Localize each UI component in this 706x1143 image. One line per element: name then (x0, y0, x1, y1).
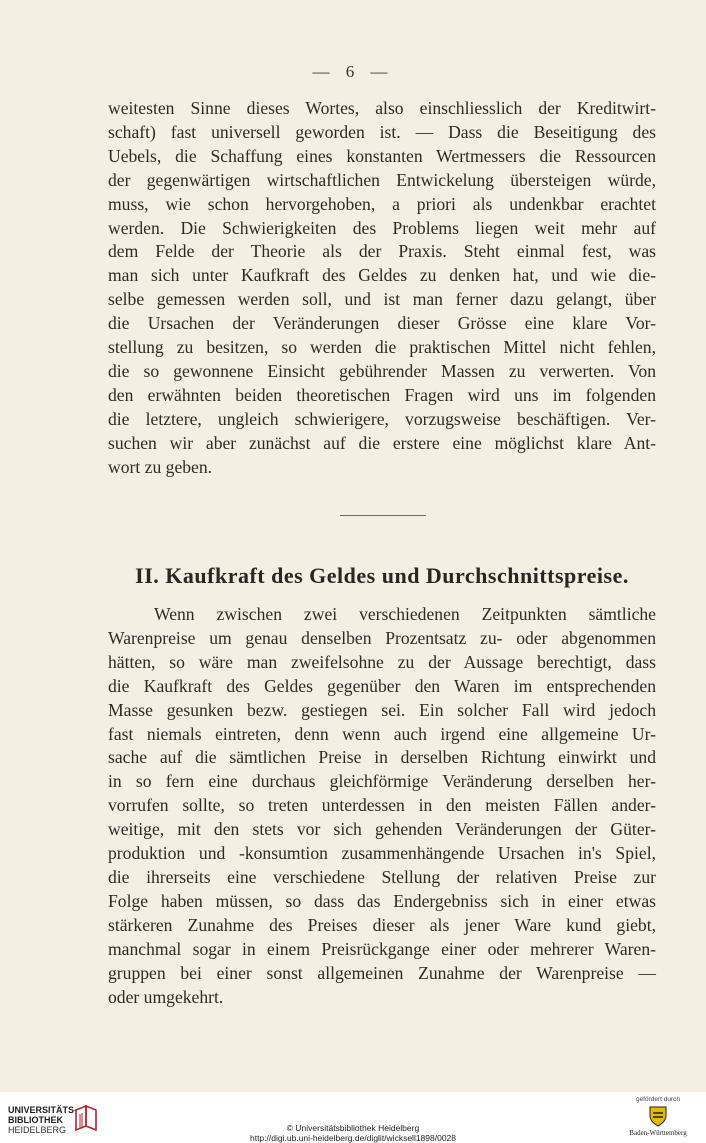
library-name-line: BIBLIOTHEK (8, 1115, 63, 1125)
text-line: man sich unter Kaufkraft des Geldes zu denken hat, und wie die- (108, 265, 656, 286)
text-line: produktion und -konsumtion zusammenhängende Ursachen in's Spiel, (108, 843, 656, 864)
library-name-line: UNIVERSITÄTS- (8, 1105, 78, 1115)
text-line: die Ursachen der Veränderungen dieser Grösse eine klare Vor- (108, 313, 656, 334)
text-line: stellung zu besitzen, so werden die praktischen Mittel nicht fehlen, (108, 337, 656, 358)
permalink[interactable]: http://digi.ub.uni-heidelberg.de/diglit/wicksell1898/0028 (249, 1133, 457, 1143)
text-line: manchmal sogar in einem Preisrückgange einer oder mehrerer Waren- (108, 938, 656, 959)
text-line: vorrufen sollte, so treten unterdessen in den meisten Fällen ander- (108, 795, 656, 816)
text-line: wort zu geben. (108, 456, 213, 477)
text-line: in so fern eine durchaus gleichförmige Veränderung derselben her- (108, 771, 656, 792)
text-line: Uebels, die Schaffung eines konstanten Wertmessers die Ressourcen (108, 145, 656, 166)
text-line: selbe gemessen werden soll, und ist man ferner dazu gelangt, über (108, 289, 656, 310)
text-line: die so gewonnene Einsicht gebührender Massen zu verwerten. Von (108, 360, 656, 381)
text-line: weitesten Sinne dieses Wortes, also einschliesslich der Kreditwirt- (108, 98, 656, 118)
baden-wuerttemberg-crest-icon (648, 1105, 668, 1127)
section-separator (340, 515, 426, 516)
section-heading: II. Kaufkraft des Geldes und Durchschnittspreise. (135, 563, 629, 588)
library-name-line: HEIDELBERG (8, 1125, 67, 1135)
text-line: die ihrerseits eine verschiedene Stellung der relativen Preise zur (108, 866, 656, 887)
text-line: suchen wir aber zunächst auf die erstere eine möglichst klare Ant- (108, 432, 656, 453)
text-line: dem Felde der Theorie als der Praxis. Steht einmal fest, was (108, 241, 656, 262)
page-number: — 6 — (312, 62, 394, 81)
text-line: die letztere, ungleich schwierigere, vorzugsweise beschäftigen. Ver- (108, 408, 656, 429)
text-line: Warenpreise um genau denselben Prozentsatz zu- oder abgenommen (108, 627, 656, 648)
text-line: muss, wie schon hervorgehoben, a priori als undenkbar erachtet (108, 193, 656, 214)
text-line: Masse gesunken bezw. gestiegen sei. Ein solcher Fall wird jedoch (108, 699, 656, 720)
copyright-notice (0, 1123, 706, 1143)
text-line: weitige, mit den stets vor sich gehenden Veränderungen der Güter- (108, 819, 656, 840)
text-line: oder umgekehrt. (108, 986, 224, 1007)
sponsor (618, 1096, 698, 1137)
text-line: der gegenwärtigen wirtschaftlichen Entwickelung übersteigen würde, (108, 169, 656, 190)
footer-bar (0, 1092, 706, 1142)
sponsor-label: gefördert durch (635, 1096, 681, 1103)
text-line: die Kaufkraft des Geldes gegenüber den Waren im entsprechenden (108, 675, 656, 696)
paragraph-1 (108, 97, 656, 480)
text-line: fast niemals eintreten, denn wenn auch irgend eine allgemeine Ur- (108, 723, 656, 744)
text-line: schaft) fast universell geworden ist. — Dass die Beseitigung des (108, 121, 656, 142)
text-line: gruppen bei einer sonst allgemeinen Zunahme der Warenpreise — (108, 962, 656, 983)
text-line: werden. Die Schwierigkeiten des Problems liegen weit mehr auf (108, 217, 656, 238)
text-line: den erwähnten beiden theoretischen Fragen wird uns im folgenden (108, 384, 656, 405)
text-line: stärkeren Zunahme des Preises dieser als jener Ware kund giebt, (108, 914, 656, 935)
text-line: sache auf die sämtlichen Preise in derselben Richtung einwirkt und (108, 747, 656, 768)
copyright-text: © Universitätsbibliothek Heidelberg (286, 1123, 420, 1133)
text-line: Folge haben müssen, so dass das Endergebniss sich in einer etwas (108, 890, 656, 911)
text-line: Wenn zwischen zwei verschiedenen Zeitpunkten sämtliche (154, 604, 656, 624)
sponsor-name: Baden-Württemberg (629, 1129, 687, 1137)
paragraph-2 (108, 603, 656, 1009)
text-line: hätten, so wäre man zweifelsohne zu der Aussage berechtigt, dass (108, 651, 656, 672)
